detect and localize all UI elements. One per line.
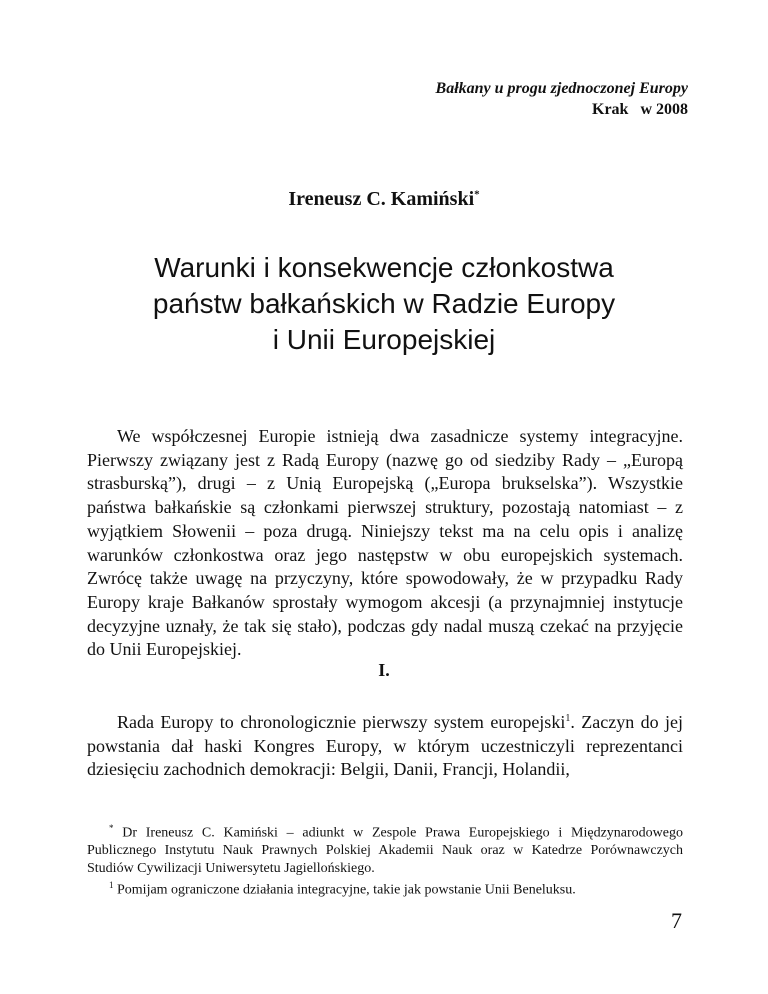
footnote-ref-1: 1 [565,713,571,724]
author-line [0,188,768,211]
article-title [60,250,708,358]
page-number: 7 [671,908,682,933]
footnote-author-text: Dr Ireneusz C. Kamiński – adiunkt w Zespole Prawa Europejskiego i Międzynarodowego Publicznego Instytutu Nauk Prawnych Polskiej Akademii Nauk oraz w Katedrze Porównawczych Studiów Cywilizacji Uniwersytetu Jagiellońskiego. [87,825,683,876]
title-line-2: państw bałkańskich w Radzie Europy [152,288,616,319]
running-header [436,78,688,120]
footnote-1-text: Pomijam ograniczone działania integracyjne, takie jak powstanie Unii Beneluksu. [113,882,576,898]
footnote-1-mark: 1 [109,880,114,891]
paragraph-text-start: Rada Europy to chronologicznie pierwszy system europejski [117,712,566,732]
series-title: Bałkany u progu zjednoczonej Europy [435,80,688,97]
publication-place-year: Krak w 2008 [592,101,688,118]
footnote-author [87,820,683,877]
title-line-1: Warunki i konsekwencje członkostwa [154,252,614,283]
intro-paragraph: We współczesnej Europie istnieją dwa zasadnicze systemy integracyjne. Pierwszy związany jest z Radą Europy (nazwę go od siedziby Rady – „Europą strasburską”), drugi – z Unią Europejską („Europa brukselska”). Wszystkie państwa bałkańskie są członkami pierwszej struktury, pozostają natomiast – z wyjątkiem Słowenii – poza drugą. Niniejszy tekst ma na celu opis i analizę warunków członkostwa oraz jego następstw w obu europejskich systemach. Zwrócę także uwagę na przyczyny, które spowodowały, że w przypadku Rady Europy kraje Bałkanów sprostały wymogom akcesji (a przynajmniej instytucje decyzyjne uznały, że tak się stało), podczas gdy nadal muszą czekać na przyjęcie do Unii Europejskiej. [87,426,683,660]
author-footnote-mark: * [474,188,480,201]
footnote-author-mark: * [109,823,114,833]
footnote-1 [87,877,683,899]
section-paragraph-block [87,707,683,782]
section-heading: I. [378,660,390,680]
footnotes [87,820,683,899]
section-paragraph [87,707,683,782]
intro-paragraph-block [87,425,683,662]
title-line-3: i Unii Europejskiej [272,324,496,355]
author-name: Ireneusz C. Kamiński [288,188,475,210]
paragraph-text-end: . Zaczyn do jej powstania dał haski Kongres Europy, w którym uczestniczyli reprezentanci dziesięciu zachodnich demokracji: Belgii, Danii, Francji, Holandii, [87,712,683,780]
